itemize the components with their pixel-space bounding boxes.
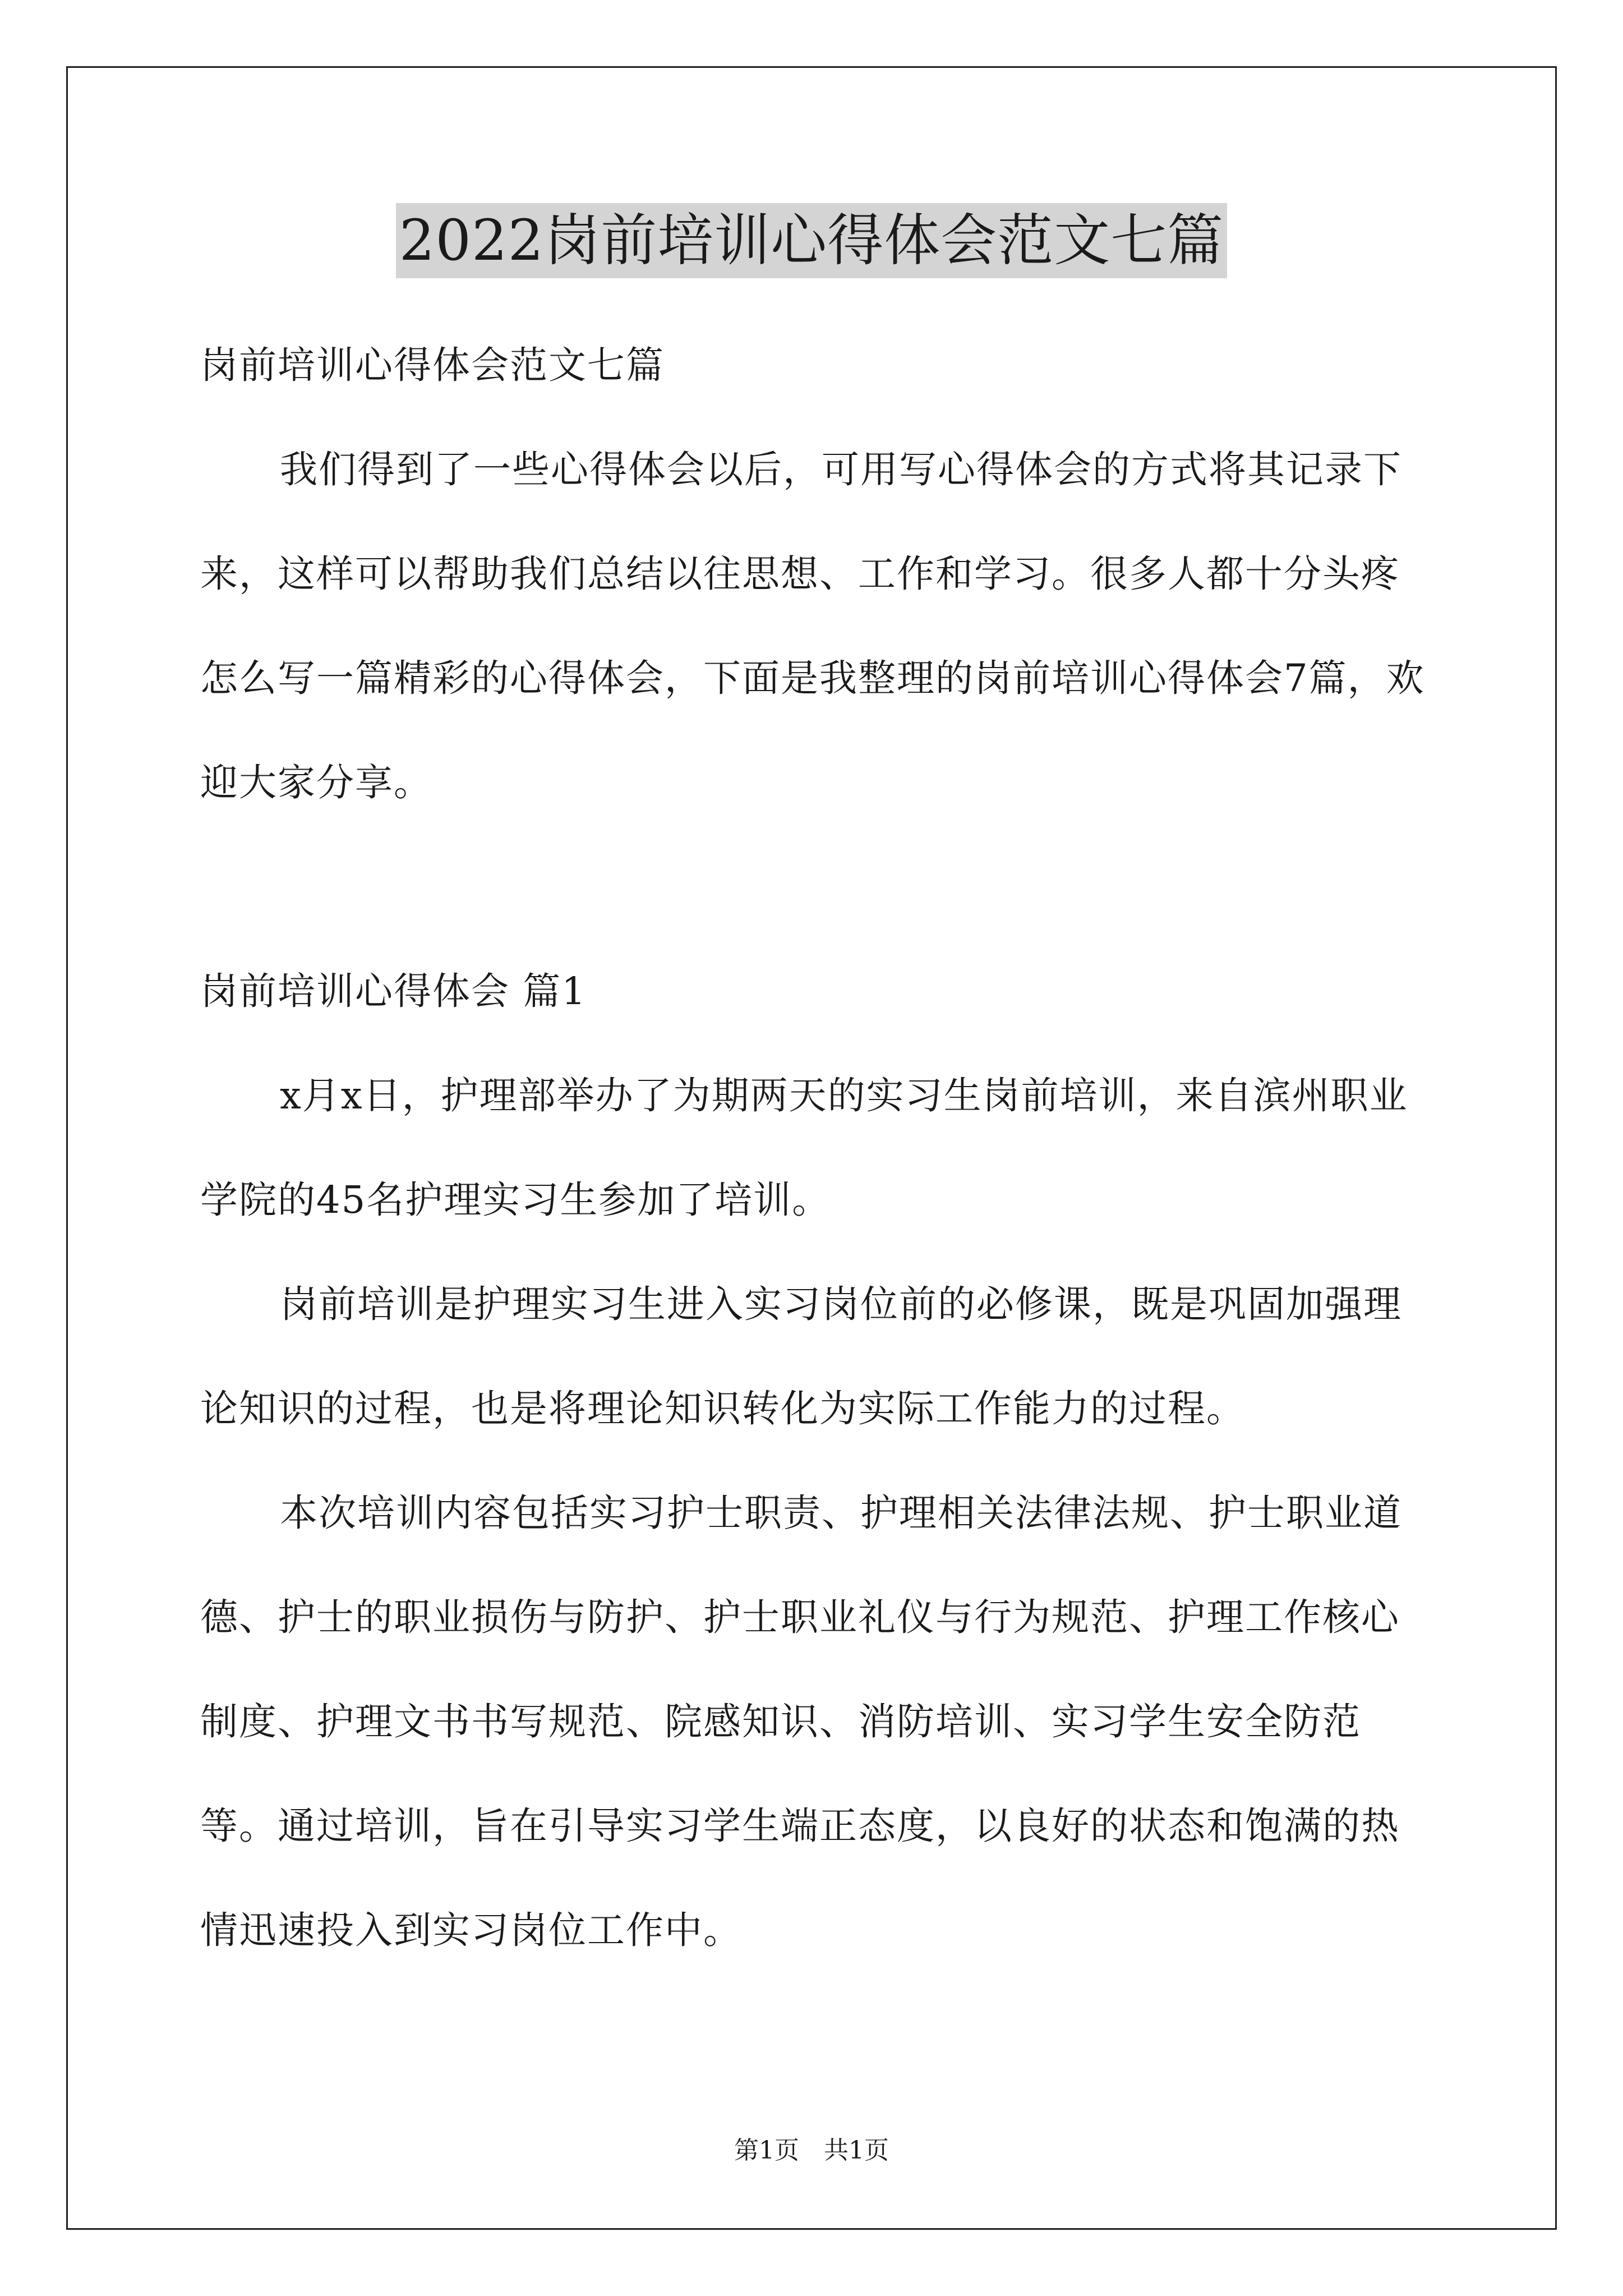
body-paragraph-3: 本次培训内容包括实习护士职责、护理相关法律法规、护士职业道德、护士的职业损伤与防护、护士职业礼仪与行为规范、护理工作核心制度、护理文书书写规范、院感知识、消防培训、实习学生安全防范等。通过培训，旨在引导实习学生端正态度，以良好的状态和饱满的热情迅速投入到实习岗位工作中。 [200,1491,1402,1952]
body-paragraph-1: x月x日，护理部举办了为期两天的实习生岗前培训，来自滨州职业学院的45名护理实习生参加了培训。 [200,1074,1408,1222]
page-footer [0,2134,1623,2168]
body-paragraph-2: 岗前培训是护理实习生进入实习岗位前的必修课，既是巩固加强理论知识的过程，也是将理论知识转化为实际工作能力的过程。 [200,1282,1402,1430]
title-container [0,203,1623,278]
intro-paragraph: 我们得到了一些心得体会以后，可用写心得体会的方式将其记录下来，这样可以帮助我们总结以往思想、工作和学习。很多人都十分头疼怎么写一篇精彩的心得体会，下面是我整理的岗前培训心得体会7篇，欢迎大家分享。 [200,448,1425,804]
page-number: 第1页 共1页 [734,2136,889,2165]
document-body [200,313,1434,1982]
document-subtitle: 岗前培训心得体会范文七篇 [200,343,665,387]
section-heading: 岗前培训心得体会 篇1 [200,969,587,1013]
document-title: 2022岗前培训心得体会范文七篇 [396,203,1228,278]
